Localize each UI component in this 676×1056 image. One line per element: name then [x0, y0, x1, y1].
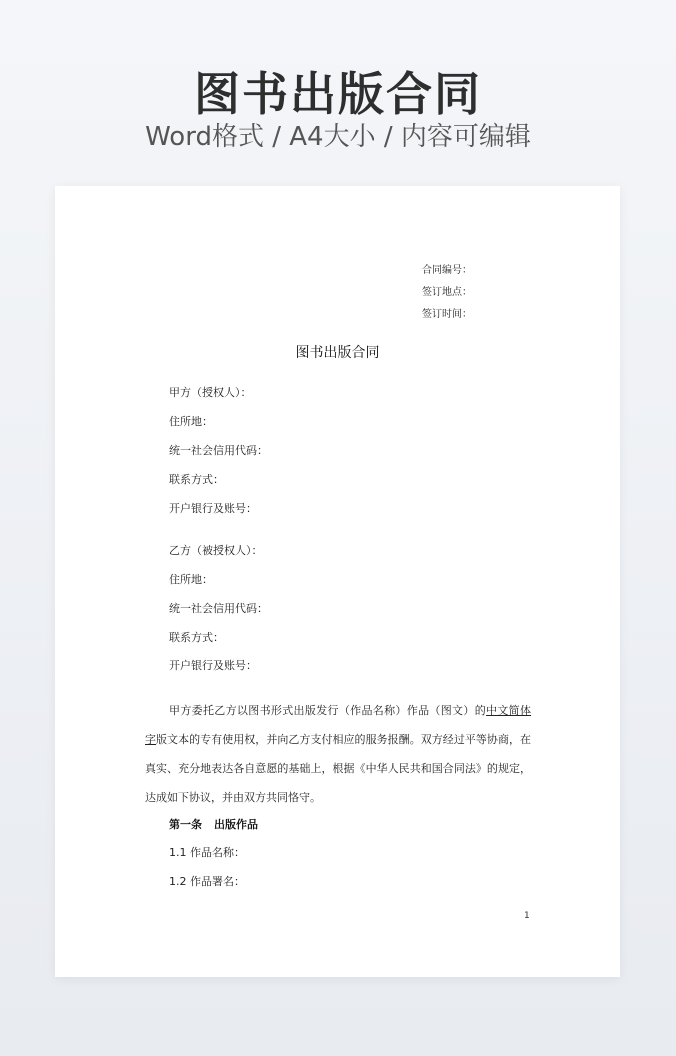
item-work-title: 1.1 作品名称：: [169, 846, 245, 859]
party-b-bank: 开户银行及账号：: [169, 659, 257, 672]
party-a-bank: 开户银行及账号：: [169, 502, 257, 515]
party-b-heading: 乙方（被授权人）：: [169, 544, 263, 557]
signing-time-label: 签订时间：: [422, 309, 472, 320]
preamble-underlined-text: 中文简体字: [145, 704, 531, 746]
banner-subtitle: Word格式 / A4大小 / 内容可编辑: [145, 122, 531, 152]
article-1-title: 出版作品: [214, 818, 258, 831]
item-work-signature: 1.2 作品署名：: [169, 875, 245, 888]
article-1-heading: [169, 817, 258, 833]
party-a-credit-code: 统一社会信用代码：: [169, 444, 268, 457]
preamble-text-end: 版文本的专有使用权，并向乙方支付相应的服务报酬。双方经过平等协商，在真实、充分地表达各自意愿的基础上，根据《中华人民共和国合同法》的规定，达成如下协议，并由双方共同恪守。: [145, 733, 531, 804]
party-b-credit-code: 统一社会信用代码：: [169, 602, 268, 615]
document-title: 图书出版合同: [295, 345, 380, 361]
preamble-paragraph: [145, 696, 531, 812]
party-b-contact: 联系方式：: [169, 631, 224, 644]
banner-title: 图书出版合同: [194, 67, 482, 121]
preamble-text-start: 甲方委托乙方以图书形式出版发行（作品名称）作品（图文）的: [169, 704, 487, 717]
party-b-address: 住所地：: [169, 573, 213, 586]
page-number: 1: [524, 911, 530, 921]
party-a-address: 住所地：: [169, 415, 213, 428]
document-page: [55, 186, 620, 977]
article-1-number: 第一条: [169, 818, 202, 831]
party-a-heading: 甲方（授权人）：: [169, 386, 252, 399]
signing-place-label: 签订地点：: [422, 287, 472, 298]
contract-number-label: 合同编号：: [422, 265, 472, 276]
party-a-contact: 联系方式：: [169, 473, 224, 486]
